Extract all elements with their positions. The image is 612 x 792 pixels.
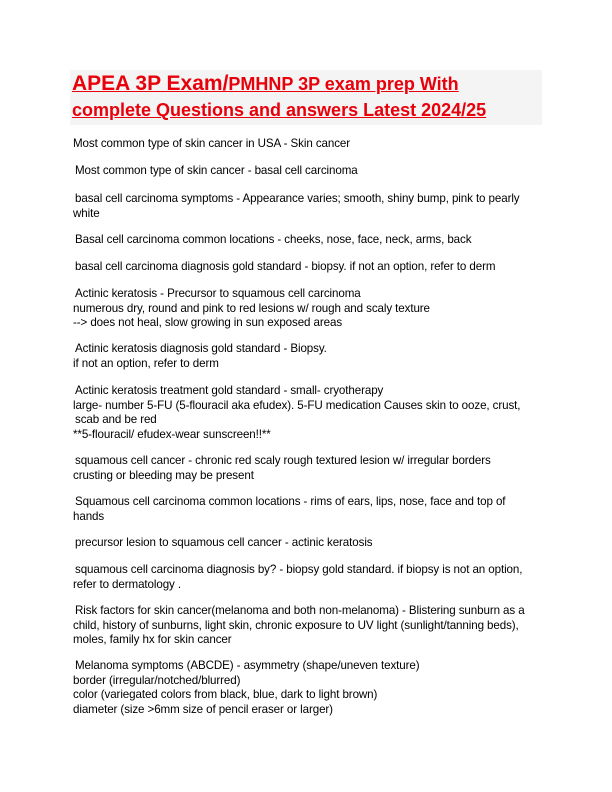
qa-question-line: squamous cell cancer - chronic red scaly rough textured lesion w/ irregular borders bbox=[75, 454, 491, 467]
qa-item bbox=[73, 454, 548, 483]
qa-question-line: Squamous cell carcinoma common locations - rims of ears, lips, nose, face and top of bbox=[75, 495, 506, 508]
qa-question-line: Basal cell carcinoma common locations - cheeks, nose, face, neck, arms, back bbox=[75, 233, 472, 246]
qa-item bbox=[73, 342, 548, 371]
qa-answer-line: scab and be red bbox=[75, 413, 157, 426]
qa-question-line: basal cell carcinoma symptoms - Appearance varies; smooth, shiny bump, pink to pearly bbox=[75, 192, 520, 205]
qa-item bbox=[73, 495, 548, 524]
qa-item bbox=[73, 192, 548, 221]
qa-item bbox=[73, 233, 548, 248]
qa-question-line: Actinic keratosis diagnosis gold standard - Biopsy. bbox=[75, 342, 327, 355]
qa-question-line: precursor lesion to squamous cell cancer - actinic keratosis bbox=[75, 536, 373, 549]
qa-answer-line: moles, family hx for skin cancer bbox=[73, 633, 232, 646]
qa-item bbox=[73, 287, 548, 331]
qa-question-line: Actinic keratosis - Precursor to squamous cell carcinoma bbox=[75, 287, 361, 300]
qa-question-line: Most common type of skin cancer in USA - Skin cancer bbox=[73, 137, 351, 150]
qa-item bbox=[73, 536, 548, 551]
qa-answer-line: refer to dermatology . bbox=[73, 577, 181, 591]
qa-item bbox=[73, 384, 548, 442]
qa-item bbox=[73, 137, 548, 152]
qa-answer-line: if not an option, refer to derm bbox=[73, 356, 219, 370]
qa-answer-line: --> does not heal, slow growing in sun exposed areas bbox=[73, 316, 343, 329]
qa-question-line: Melanoma symptoms (ABCDE) - asymmetry (shape/uneven texture) bbox=[75, 659, 420, 672]
title-line-2: complete Questions and answers Latest 2024/25 bbox=[72, 100, 487, 120]
qa-item bbox=[73, 164, 548, 179]
qa-answer-line: **5-flouracil/ efudex-wear sunscreen!!** bbox=[73, 427, 271, 441]
title-part-2: PMHNP 3P exam prep With bbox=[228, 74, 459, 94]
qa-question-line: squamous cell carcinoma diagnosis by? - biopsy gold standard. if biopsy is not an option, bbox=[75, 563, 523, 576]
qa-answer-line: large- number 5-FU (5-flouracil aka efudex). 5-FU medication Causes skin to ooze, crust, bbox=[73, 398, 521, 412]
qa-item bbox=[73, 659, 548, 717]
qa-answer-line: diameter (size >6mm size of pencil eraser or larger) bbox=[73, 702, 333, 716]
title-line-1 bbox=[72, 72, 540, 98]
qa-answer-line: numerous dry, round and pink to red lesions w/ rough and scaly texture bbox=[73, 301, 430, 315]
qa-item bbox=[73, 563, 548, 592]
qa-question-line: Most common type of skin cancer - basal cell carcinoma bbox=[75, 164, 358, 177]
document-title bbox=[70, 70, 542, 125]
qa-answer-line: crusting or bleeding may be present bbox=[73, 468, 254, 482]
qa-question-line: basal cell carcinoma diagnosis gold standard - biopsy. if not an option, refer to derm bbox=[75, 260, 496, 273]
qa-question-line: Actinic keratosis treatment gold standard - small- cryotherapy bbox=[75, 384, 384, 397]
qa-answer-line: color (variegated colors from black, blue, dark to light brown) bbox=[73, 688, 378, 701]
qa-question-line: Risk factors for skin cancer(melanoma and both non-melanoma) - Blistering sunburn as a bbox=[75, 604, 525, 617]
qa-answer-line: border (irregular/notched/blurred) bbox=[73, 673, 241, 687]
qa-item bbox=[73, 260, 548, 275]
qa-answer-line: white bbox=[73, 206, 100, 220]
qa-item bbox=[73, 604, 548, 648]
qa-answer-line: child, history of sunburns, light skin, chronic exposure to UV light (sunlight/tanning beds), bbox=[73, 618, 519, 632]
title-part-1: APEA 3P Exam/ bbox=[72, 72, 229, 95]
qa-answer-line: hands bbox=[73, 509, 105, 523]
